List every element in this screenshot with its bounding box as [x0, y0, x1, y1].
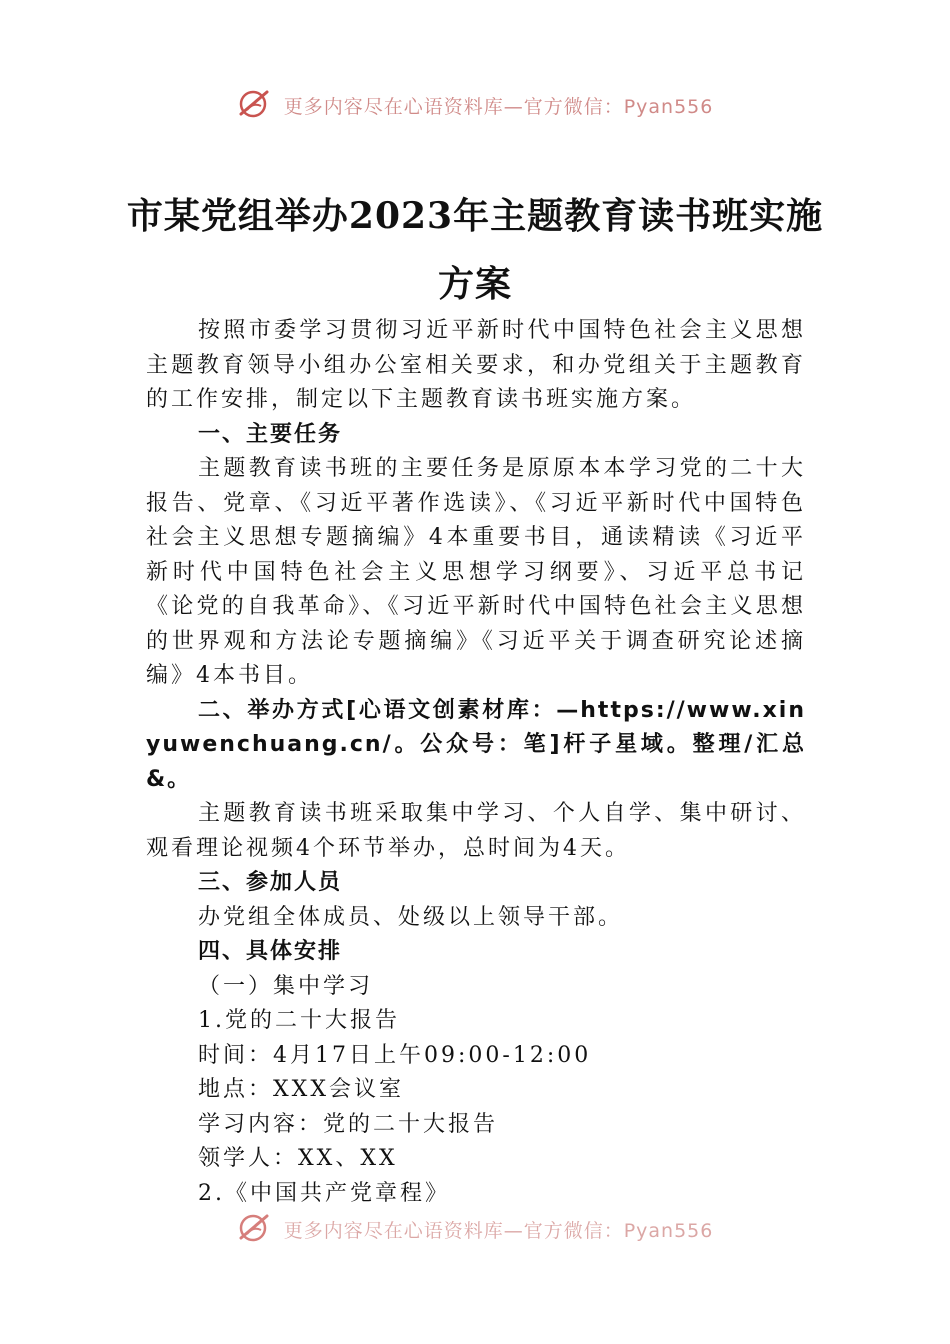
section-heading-2: 二、举办方式[心语文创素材库：—https://www.xinyuwenchuang.cn/。公众号：笔]杆子星域。整理/汇总&。	[146, 697, 806, 792]
document-title-line2: 方案	[437, 263, 512, 305]
watermark-text: 更多内容尽在心语资料库—官方微信：Pyan556	[283, 1220, 714, 1242]
section-1-body: 主题教育读书班的主要任务是原原本本学习党的二十大报告、党章、《习近平著作选读》、《习近平新时代中国特色社会主义思想专题摘编》4本重要书目，通读精读《习近平新时代中国特色社会主义思想学习纲要》、习近平总书记《论党的自我革命》、《习近平新时代中国特色社会主义思想的世界观和方法论专题摘编》《习近平关于调查研究论述摘编》4本书目。	[146, 456, 806, 688]
watermark-footer	[0, 1212, 950, 1247]
intro-paragraph: 按照市委学习贯彻习近平新时代中国特色社会主义思想主题教育领导小组办公室相关要求，和办党组关于主题教育的工作安排，制定以下主题教育读书班实施方案。	[146, 318, 806, 412]
item-1-time: 时间：4月17日上午09:00-12:00	[198, 1042, 592, 1068]
section-heading-1: 一、主要任务	[198, 421, 343, 447]
subsection-heading: （一）集中学习	[198, 973, 374, 999]
section-heading-3: 三、参加人员	[198, 870, 343, 895]
item-1-leader: 领学人：XX、XX	[198, 1146, 398, 1171]
watermark-text: 更多内容尽在心语资料库—官方微信：Pyan556	[283, 96, 714, 118]
item-2-title: 2.《中国共产党章程》	[198, 1180, 450, 1206]
pen-logo-icon	[237, 88, 271, 123]
item-1-content: 学习内容：党的二十大报告	[198, 1111, 499, 1137]
section-heading-4: 四、具体安排	[198, 939, 343, 964]
item-1-place: 地点：XXX会议室	[198, 1077, 404, 1102]
section-2-body: 主题教育读书班采取集中学习、个人自学、集中研讨、观看理论视频4个环节举办，总时间为4天。	[146, 801, 806, 861]
pen-logo-icon	[237, 1212, 271, 1247]
document-title-line1: 市某党组举办2023年主题教育读书班实施	[126, 195, 824, 237]
document-body	[146, 314, 806, 1211]
item-1-title: 1.党的二十大报告	[198, 1008, 400, 1033]
watermark-header	[0, 88, 950, 123]
section-3-body: 办党组全体成员、处级以上领导干部。	[198, 904, 624, 930]
